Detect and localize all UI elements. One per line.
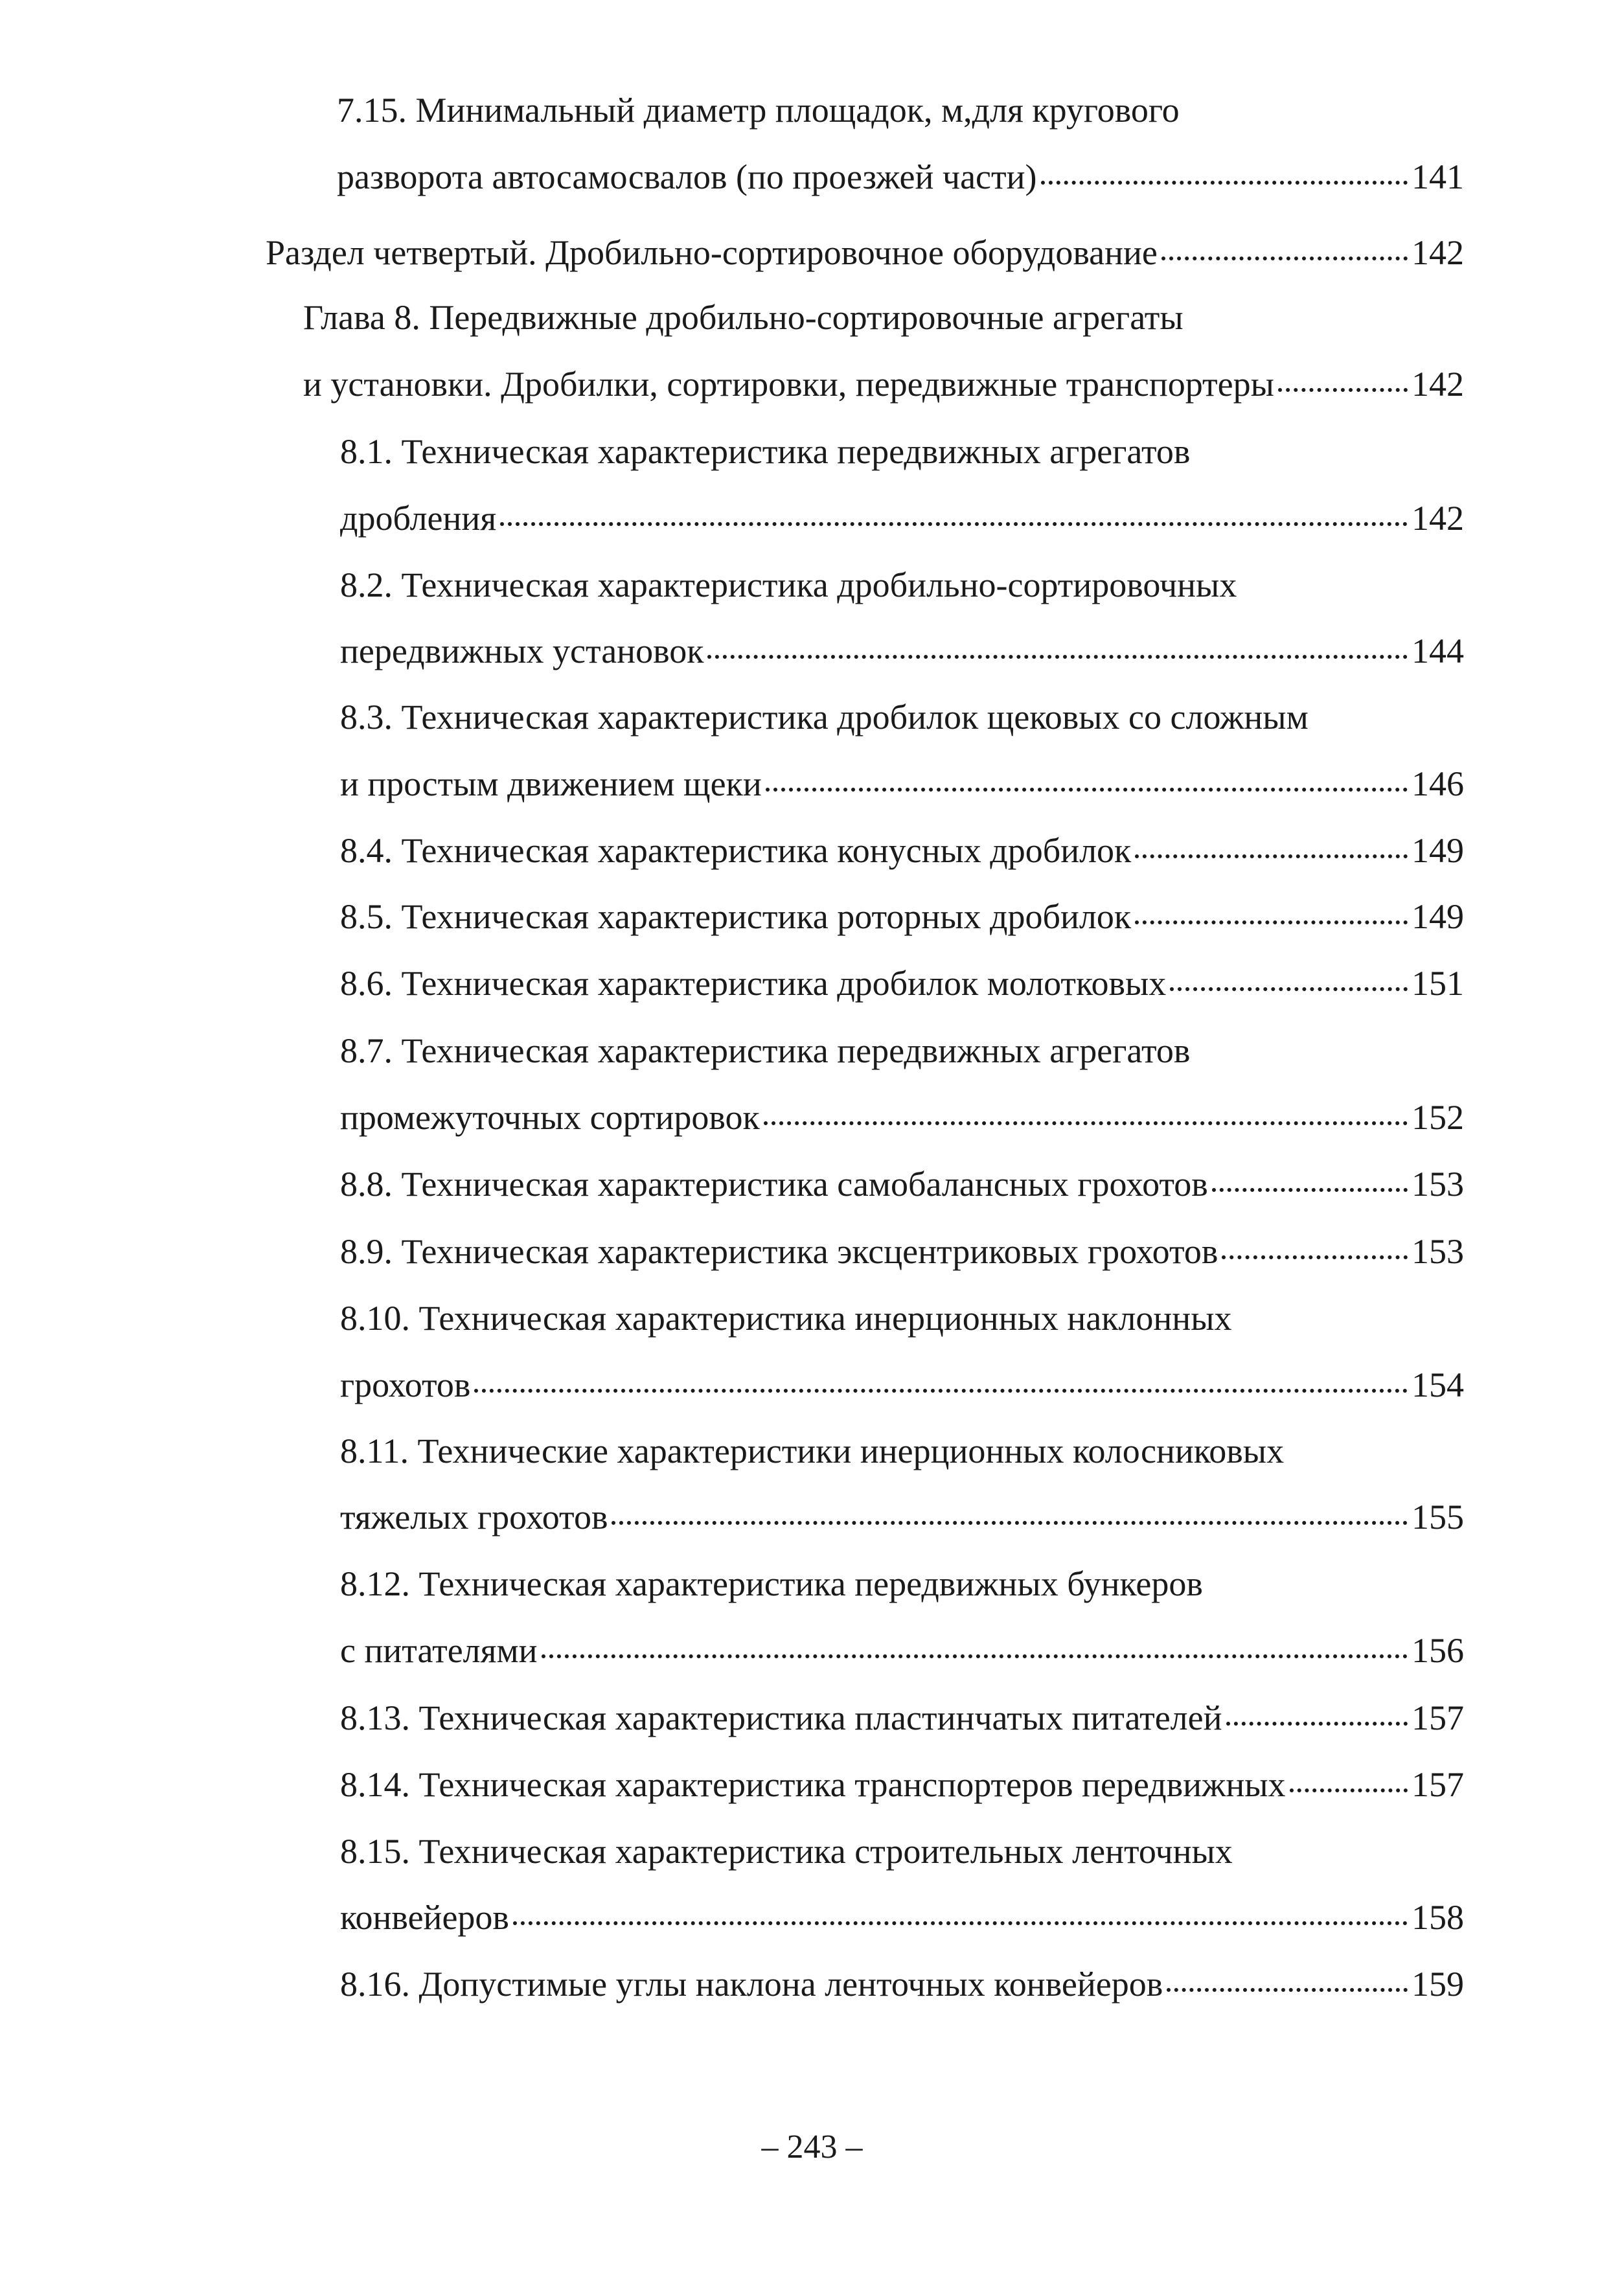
toc-page-number: 142 [1412, 499, 1464, 538]
toc-page-number: 149 [1412, 831, 1464, 870]
toc-line [303, 355, 1464, 413]
dot-leader [612, 1494, 1408, 1529]
toc-line [340, 622, 1464, 680]
toc-entry-text: 8.14. Техническая характеристика транспортеров передвижных [340, 1765, 1286, 1804]
toc-line [340, 821, 1464, 880]
toc-line [340, 1555, 1464, 1613]
dot-leader [1290, 1761, 1408, 1796]
toc-line [340, 1422, 1464, 1480]
toc-page-number: 142 [1412, 365, 1464, 404]
toc-entry-text: Глава 8. Передвижные дробильно-сортировочные агрегаты [303, 298, 1184, 337]
page-number-footer: – 243 – [761, 2129, 863, 2165]
toc-line [340, 1488, 1464, 1546]
toc-entry-text: 8.5. Техническая характеристика роторных дробилок [340, 897, 1132, 936]
dot-leader [513, 1894, 1408, 1929]
toc-entry-text: 8.15. Техническая характеристика строительных ленточных [340, 1832, 1233, 1871]
toc-line [340, 1822, 1464, 1880]
dot-leader [1041, 154, 1408, 188]
toc-line [340, 489, 1464, 547]
toc-line [337, 81, 1464, 139]
toc-entry-text: конвейеров [340, 1898, 509, 1937]
toc-line [340, 1155, 1464, 1213]
dot-leader [1135, 893, 1408, 928]
toc-page-number: 153 [1412, 1232, 1464, 1271]
toc-line [340, 556, 1464, 614]
toc-entry-text: 7.15. Минимальный диаметр площадок, м,для кругового [337, 91, 1180, 130]
dot-leader [1135, 827, 1408, 862]
toc-page-number: 156 [1412, 1631, 1464, 1670]
dot-leader [1167, 1961, 1408, 1996]
toc-line [340, 954, 1464, 1012]
toc-entry-text: 8.12. Техническая характеристика передвижных бункеров [340, 1564, 1203, 1603]
toc-page-number: 157 [1412, 1765, 1464, 1804]
toc-entry-text: дробления [340, 499, 497, 538]
toc-page-number: 152 [1412, 1098, 1464, 1137]
toc-line [266, 223, 1464, 282]
toc-page-number: 159 [1412, 1965, 1464, 2004]
dot-leader [1170, 960, 1408, 995]
dot-leader [1226, 1695, 1408, 1730]
toc-line [340, 887, 1464, 946]
toc-line [340, 1289, 1464, 1347]
toc-entry-text: тяжелых грохотов [340, 1498, 608, 1536]
toc-page-number: 155 [1412, 1498, 1464, 1536]
dot-leader [474, 1362, 1408, 1397]
toc-entry-text: 8.9. Техническая характеристика эксцентриковых грохотов [340, 1232, 1218, 1271]
toc-page-number: 146 [1412, 764, 1464, 803]
toc-entry-text: разворота автосамосвалов (по проезжей части) [337, 157, 1037, 196]
toc-entry-text: Раздел четвертый. Дробильно-сортировочное оборудование [266, 233, 1158, 272]
toc-entry-text: с питателями [340, 1631, 538, 1670]
toc-entry-text: 8.8. Техническая характеристика самобалансных грохотов [340, 1165, 1208, 1204]
toc-page-number: 144 [1412, 632, 1464, 670]
dot-leader [1278, 361, 1408, 396]
toc-line [340, 1022, 1464, 1080]
toc-entry-text: 8.4. Техническая характеристика конусных дробилок [340, 831, 1132, 870]
toc-entry-text: 8.2. Техническая характеристика дробильно-сортировочных [340, 565, 1237, 604]
toc-entry-text: передвижных установок [340, 632, 704, 670]
toc-line [340, 1689, 1464, 1747]
toc-line [340, 755, 1464, 813]
toc-line [337, 148, 1464, 206]
dot-leader [707, 628, 1408, 663]
toc-entry-text: и установки. Дробилки, сортировки, передвижные транспортеры [303, 365, 1274, 404]
toc-entry-text: 8.1. Техническая характеристика передвижных агрегатов [340, 432, 1191, 471]
toc-line [340, 1222, 1464, 1281]
toc-entry-text: 8.3. Техническая характеристика дробилок щековых со сложным [340, 698, 1309, 737]
dot-leader [542, 1627, 1408, 1662]
toc-page-number: 142 [1412, 233, 1464, 272]
toc-entry-text: 8.7. Техническая характеристика передвижных агрегатов [340, 1031, 1191, 1070]
toc-entry-text: 8.6. Техническая характеристика дробилок молотковых [340, 964, 1167, 1003]
toc-line [303, 288, 1464, 347]
toc-entry-text: 8.10. Техническая характеристика инерционных наклонных [340, 1299, 1232, 1338]
toc-page-number: 158 [1412, 1898, 1464, 1937]
toc-line [340, 1356, 1464, 1414]
dot-leader [766, 760, 1408, 795]
toc-page-number: 141 [1412, 157, 1464, 196]
toc-entry-text: и простым движением щеки [340, 764, 762, 803]
toc-line [340, 1621, 1464, 1680]
toc-line [340, 688, 1464, 746]
dot-leader [500, 495, 1408, 530]
dot-leader [764, 1094, 1408, 1129]
toc-page-number: 154 [1412, 1365, 1464, 1404]
toc-line [340, 1888, 1464, 1947]
toc-entry-text: промежуточных сортировок [340, 1098, 760, 1137]
dot-leader [1212, 1161, 1408, 1196]
toc-entry-text: 8.11. Технические характеристики инерционных колосниковых [340, 1432, 1285, 1470]
toc-line [340, 1755, 1464, 1814]
toc-entry-text: 8.13. Техническая характеристика пластинчатых питателей [340, 1698, 1222, 1737]
toc-line [340, 422, 1464, 481]
dot-leader [1161, 229, 1408, 264]
toc-entry-text: грохотов [340, 1365, 471, 1404]
dot-leader [1222, 1228, 1408, 1263]
toc-page-number: 153 [1412, 1165, 1464, 1204]
toc-page-number: 151 [1412, 964, 1464, 1003]
toc-page-number: 149 [1412, 897, 1464, 936]
toc-line [340, 1088, 1464, 1147]
toc-line [340, 1955, 1464, 2013]
toc-entry-text: 8.16. Допустимые углы наклона ленточных конвейеров [340, 1965, 1163, 2004]
toc-page-number: 157 [1412, 1698, 1464, 1737]
